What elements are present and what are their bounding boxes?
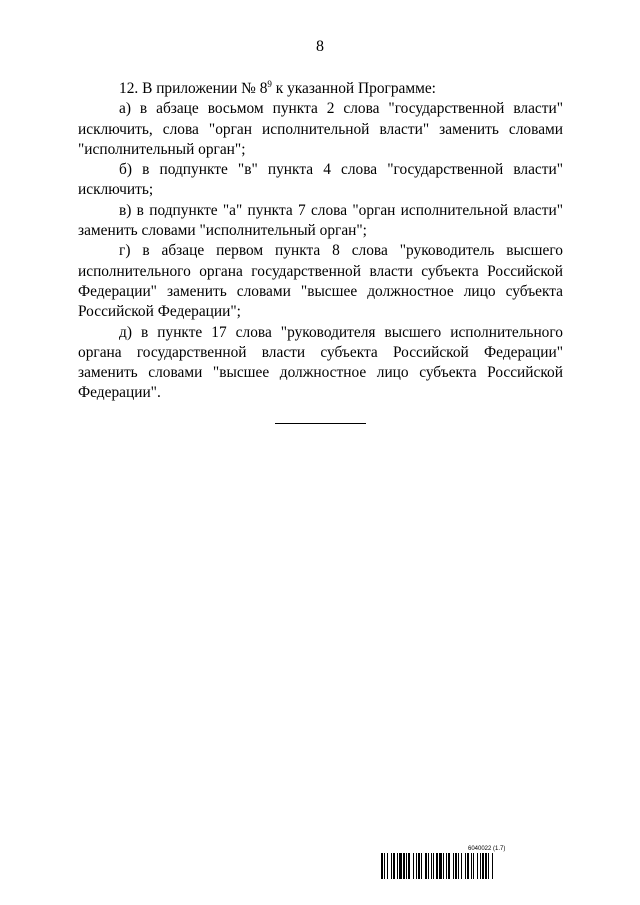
item-12-lead-tail: к указанной Программе:	[271, 80, 436, 97]
document-body	[78, 79, 563, 404]
barcode-icon	[381, 853, 589, 879]
subitem-a: а) в абзаце восьмом пункта 2 слова "государственной власти" исключить, слова "орган исполнительной власти" заменить словами "исполнительный орган";	[78, 100, 563, 158]
item-12-lead	[78, 79, 563, 99]
item-12-lead-text: 12. В приложении № 8	[119, 80, 268, 97]
subitem-g: г) в абзаце первом пункта 8 слова "руководитель высшего исполнительного органа государственной власти субъекта Российской Федерации" заменить словами "высшее должностное лицо субъекта Российской Федерации";	[78, 242, 563, 321]
subitem-d: д) в пункте 17 слова "руководителя высшего исполнительного органа государственной власти субъекта Российской Федерации" заменить словами "высшее должностное лицо субъекта Российской Федерации".	[78, 323, 563, 402]
end-separator-line	[275, 423, 366, 424]
subitem-v: в) в подпункте "а" пункта 7 слова "орган исполнительной власти" заменить словами "исполнительный орган";	[78, 201, 563, 240]
page-number: 8	[316, 38, 324, 55]
subitem-b: б) в подпункте "в" пункта 4 слова "государственной власти" исключить;	[78, 161, 563, 199]
item-12-superscript: 9	[267, 78, 272, 89]
document-code: 6040022 (1.7)	[468, 846, 506, 852]
